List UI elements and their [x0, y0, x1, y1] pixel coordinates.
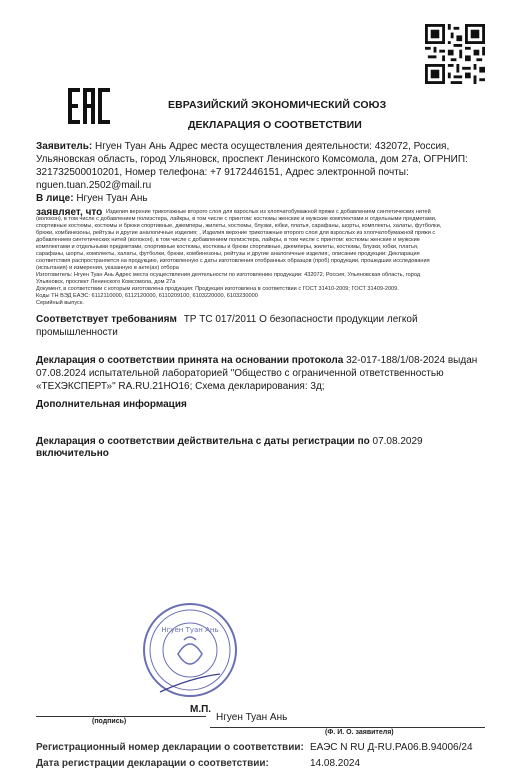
stamp-text: Нгуен Туан Ань — [161, 626, 219, 634]
signer-name: Нгуен Туан Ань — [216, 712, 288, 723]
qr-code — [425, 24, 485, 84]
validity-label: Декларация о соответствии действительна с даты регистрации по — [36, 436, 370, 447]
basis-line-1 — [36, 355, 486, 368]
stamp-seal-icon — [140, 600, 240, 700]
name-line — [210, 727, 485, 728]
requirements-line-2: промышленности — [36, 327, 118, 338]
serial-release: Серийный выпуск. — [36, 300, 84, 306]
signature-caption: (подпись) — [92, 718, 127, 725]
official-stamp — [140, 600, 240, 700]
declares-line-6: сарафаны, шорты, комплекты, халаты, футболки, брюки, комбинезоны, рейтузы и другие аналогичные изделия;, описание продукции: Декларация — [36, 251, 420, 257]
declares-line-4: добавлением синтетических нитей (волокон), в том числе с добавлением полиэстера, лайкры, в том числе с принтом: костюмы женские и мужские — [36, 237, 420, 243]
tn-ved-codes: Коды ТН ВЭД ЕАЭС: 6112110000, 6112120000, 6110209100, 6103220000, 6103230000 — [36, 293, 258, 299]
applicant-text-1: Нгуен Туан Ань Адрес места осуществления деятельности: 432072, Россия, — [95, 141, 450, 152]
manufacturer-line-2: Ульяновск, проспект Ленинского Комсомола, дом 27а — [36, 279, 176, 285]
declares-line-5: комплектами и отдельными предметами, спортивные костюмы, костюмы и брюки спортивные, джемперы, жилеты, костюмы, блузки, юбки, платья, — [36, 244, 419, 250]
applicant-line-1 — [36, 141, 486, 154]
applicant-line-2: Ульяновская область, город Ульяновск, проспект Ленинского Комсомола, дом 27а, ОГРНИП: — [36, 154, 468, 165]
manufacturer-line-1: Изготовитель: Нгуен Туан Ань Адрес места осуществления деятельности по изготовлению продукции: 432072, Россия, Ульяновская область, город — [36, 272, 421, 278]
registration-number-label: Регистрационный номер декларации о соответствии: — [36, 742, 304, 753]
additional-info-label: Дополнительная информация — [36, 399, 187, 410]
declares-line-2: спортивные костюмы, костюмы и брюки спортивные, джемперы, жилеты, костюмы, блузки, юбки, платья, сарафаны, шорты, комплекты, халаты, футболки, — [36, 223, 442, 229]
standard-document: Документ, в соответствии с которым изготовлена продукция: Продукция изготовлена в соответствии с ГОСТ 31410-2009; ГОСТ 31409-2009. — [36, 286, 399, 292]
union-title: ЕВРАЗИЙСКИЙ ЭКОНОМИЧЕСКИЙ СОЮЗ — [168, 99, 387, 111]
page-title: ДЕКЛАРАЦИЯ О СООТВЕТСТВИИ — [188, 119, 362, 131]
registration-number-value: ЕАЭС N RU Д-RU.PA06.B.94006/24 — [310, 742, 473, 753]
requirements-label: Соответствует требованиям — [36, 314, 177, 325]
validity-date: 07.08.2029 — [372, 436, 423, 447]
represented-value: Нгуен Туан Ань — [76, 193, 148, 204]
qr-code-icon — [425, 24, 485, 84]
applicant-email: nguen.tuan.2502@mail.ru — [36, 180, 152, 191]
validity-suffix: включительно — [36, 448, 109, 459]
requirements-line-1 — [36, 314, 486, 327]
basis-line-2: 07.08.2024 испытательной лабораторией "Общество с ограниченной ответственностью — [36, 368, 444, 379]
eac-logo-icon — [68, 86, 112, 126]
mp-label: М.П. — [190, 704, 212, 715]
signature-line — [36, 716, 206, 717]
declares-line-3: брюки, комбинезоны, рейтузы и другие аналогичные изделия; , Изделия верхние трикотажные второго слоя для взрослых из хлопчатобумажной пряжи с — [36, 230, 436, 236]
declares-label: заявляет, что — [36, 207, 103, 218]
validity-line-1 — [36, 436, 486, 449]
declares-line-8: (испытания) и измерения, указанную в акте(ах) отбора — [36, 265, 179, 271]
eac-logo — [68, 86, 108, 126]
registration-date-label: Дата регистрации декларации о соответствии: — [36, 758, 269, 769]
represented-label: В лице: — [36, 193, 74, 204]
basis-protocol: 32-017-188/1/08-2024 выдан — [346, 355, 478, 366]
applicant-label: Заявитель: — [36, 141, 93, 152]
basis-label: Декларация о соответствии принята на основании протокола — [36, 355, 344, 366]
requirements-value: ТР ТС 017/2011 О безопасности продукции легкой — [183, 314, 418, 325]
declares-line-1: (волокон), в том числе с добавлением полиэстера, лайкры, в том числе с принтом: костюмы женские и мужские комплектами и отдельными предметами, — [36, 216, 437, 222]
declares-line-0: Изделия верхние трикотажные второго слоя для взрослых из хлопчатобумажной пряжи с добавлением синтетических нитей — [106, 209, 431, 215]
applicant-line-3: 321732500010201, Номер телефона: +7 9172446151, Адрес электронной почты: — [36, 167, 409, 178]
registration-date-value: 14.08.2024 — [310, 758, 361, 769]
basis-line-3: «ТЕХЭКСПЕРТ»" RA.RU.21НО16; Схема декларирования: 3д; — [36, 381, 325, 392]
represented-by — [36, 193, 486, 206]
fio-caption: (Ф. И. О. заявителя) — [325, 729, 394, 736]
declares-line-7: соответствия распространяется на продукцию, изготовленную с даты изготовления отобранных образцов (проб) продукции, прошедших исследования — [36, 258, 430, 264]
